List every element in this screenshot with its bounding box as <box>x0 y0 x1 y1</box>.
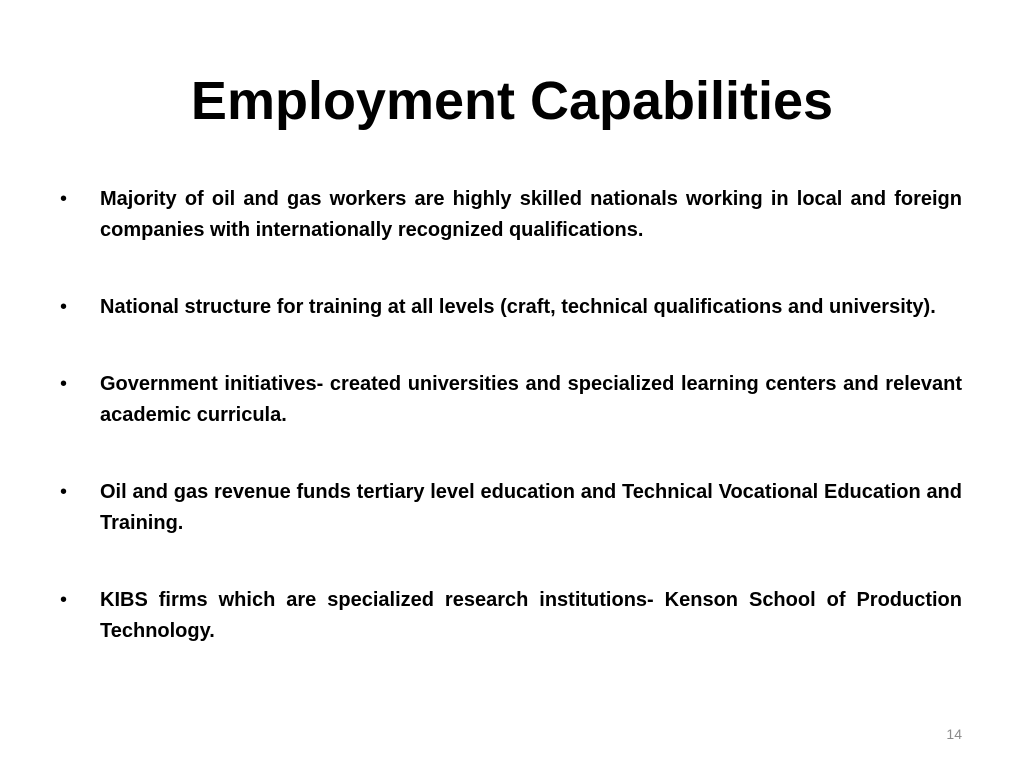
bullet-list <box>60 184 962 693</box>
bullet-item <box>60 585 962 647</box>
bullet-item <box>60 292 962 323</box>
bullet-text: Government initiatives- created universities and specialized learning centers and relevant academic curricula. <box>100 373 962 426</box>
slide-title: Employment Capabilities <box>190 71 834 131</box>
bullet-item <box>60 184 962 246</box>
bullet-item <box>60 369 962 431</box>
bullet-text: National structure for training at all levels (craft, technical qualifications and university). <box>100 296 936 318</box>
bullet-item <box>60 477 962 539</box>
page-number: 14 <box>946 726 962 742</box>
bullet-icon: • <box>60 373 68 395</box>
bullet-text: Oil and gas revenue funds tertiary level education and Technical Vocational Education and Training. <box>100 481 962 534</box>
bullet-icon: • <box>60 188 68 210</box>
bullet-icon: • <box>60 481 68 503</box>
bullet-text: KIBS firms which are specialized research institutions- Kenson School of Production Technology. <box>100 589 962 642</box>
bullet-icon: • <box>60 589 68 611</box>
bullet-icon: • <box>60 296 68 318</box>
bullet-text: Majority of oil and gas workers are highly skilled nationals working in local and foreign companies with internationally recognized qualifications. <box>100 188 962 241</box>
